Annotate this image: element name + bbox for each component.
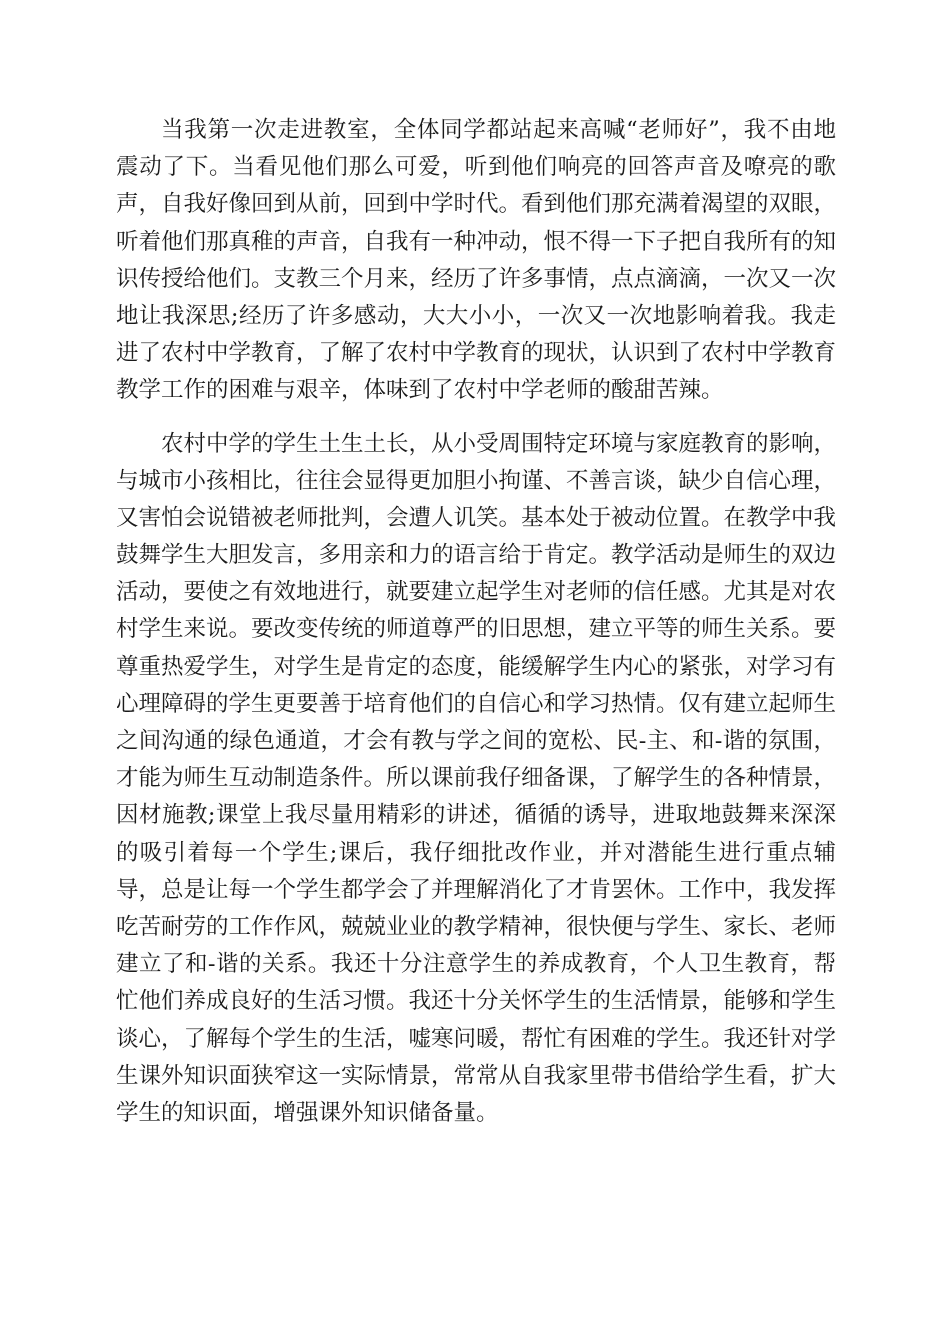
text-line: 吃苦耐劳的工作作风，兢兢业业的教学精神，很快便与学生、家长、老师 [116,913,837,940]
text-line: 识传授给他们。支教三个月来，经历了许多事情，点点滴滴，一次又一次 [116,265,837,292]
paragraph-1 [116,112,836,410]
text-line: 地让我深思;经历了许多感动，大大小小，一次又一次地影响着我。我走 [116,302,836,329]
text-line: 忙他们养成良好的生活习惯。我还十分关怀学生的生活情景，能够和学生 [116,988,837,1015]
text-line: 声，自我好像回到从前，回到中学时代。看到他们那充满着渴望的双眼， [116,191,837,218]
paragraph-2 [116,426,836,1133]
text-line: 村学生来说。要改变传统的师道尊严的旧思想，建立平等的师生关系。要 [116,616,837,643]
text-line: 之间沟通的绿色通道，才会有教与学之间的宽松、民-主、和-谐的氛围， [116,728,836,754]
text-line: 导，总是让每一个学生都学会了并理解消化了才肯罢休。工作中，我发挥 [116,876,837,903]
text-line: 生课外知识面狭窄这一实际情景，常常从自我家里带书借给学生看，扩大 [116,1062,837,1089]
text-line: 农村中学的学生土生土长，从小受周围特定环境与家庭教育的影响， [161,430,837,457]
text-line: 又害怕会说错被老师批判，会遭人讥笑。基本处于被动位置。在教学中我 [116,504,837,531]
text-line: 的吸引着每一个学生;课后，我仔细批改作业，并对潜能生进行重点辅 [116,839,836,866]
text-line: 当我第一次走进教室，全体同学都站起来高喊“老师好”，我不由地 [161,117,836,143]
text-line: 与城市小孩相比，往往会显得更加胆小拘谨、不善言谈，缺少自信心理， [116,467,837,494]
text-line: 尊重热爱学生，对学生是肯定的态度，能缓解学生内心的紧张，对学习有 [116,653,837,680]
text-line: 鼓舞学生大胆发言，多用亲和力的语言给于肯定。教学活动是师生的双边 [116,542,837,569]
text-line: 才能为师生互动制造条件。所以课前我仔细备课，了解学生的各种情景， [116,765,837,792]
text-line: 教学工作的困难与艰辛，体味到了农村中学老师的酸甜苦辣。 [116,377,724,404]
text-line: 学生的知识面，增强课外知识储备量。 [116,1099,499,1126]
text-line: 建立了和-谐的关系。我还十分注意学生的养成教育，个人卫生教育，帮 [116,951,836,978]
text-line: 震动了下。当看见他们那么可爱，听到他们响亮的回答声音及嘹亮的歌 [116,154,836,181]
text-line: 因材施教;课堂上我尽量用精彩的讲述，循循的诱导，进取地鼓舞来深深 [116,802,836,829]
text-line: 心理障碍的学生更要善于培育他们的自信心和学习热情。仅有建立起师生 [116,690,837,717]
text-line: 谈心，了解每个学生的生活，嘘寒问暖，帮忙有困难的学生。我还针对学 [116,1025,837,1052]
text-line: 进了农村中学教育，了解了农村中学教育的现状，认识到了农村中学教育 [116,340,837,367]
text-line: 活动，要使之有效地进行，就要建立起学生对老师的信任感。尤其是对农 [116,579,837,606]
text-line: 听着他们那真稚的声音，自我有一种冲动，恨不得一下子把自我所有的知 [116,228,837,255]
document-body [116,112,836,1132]
